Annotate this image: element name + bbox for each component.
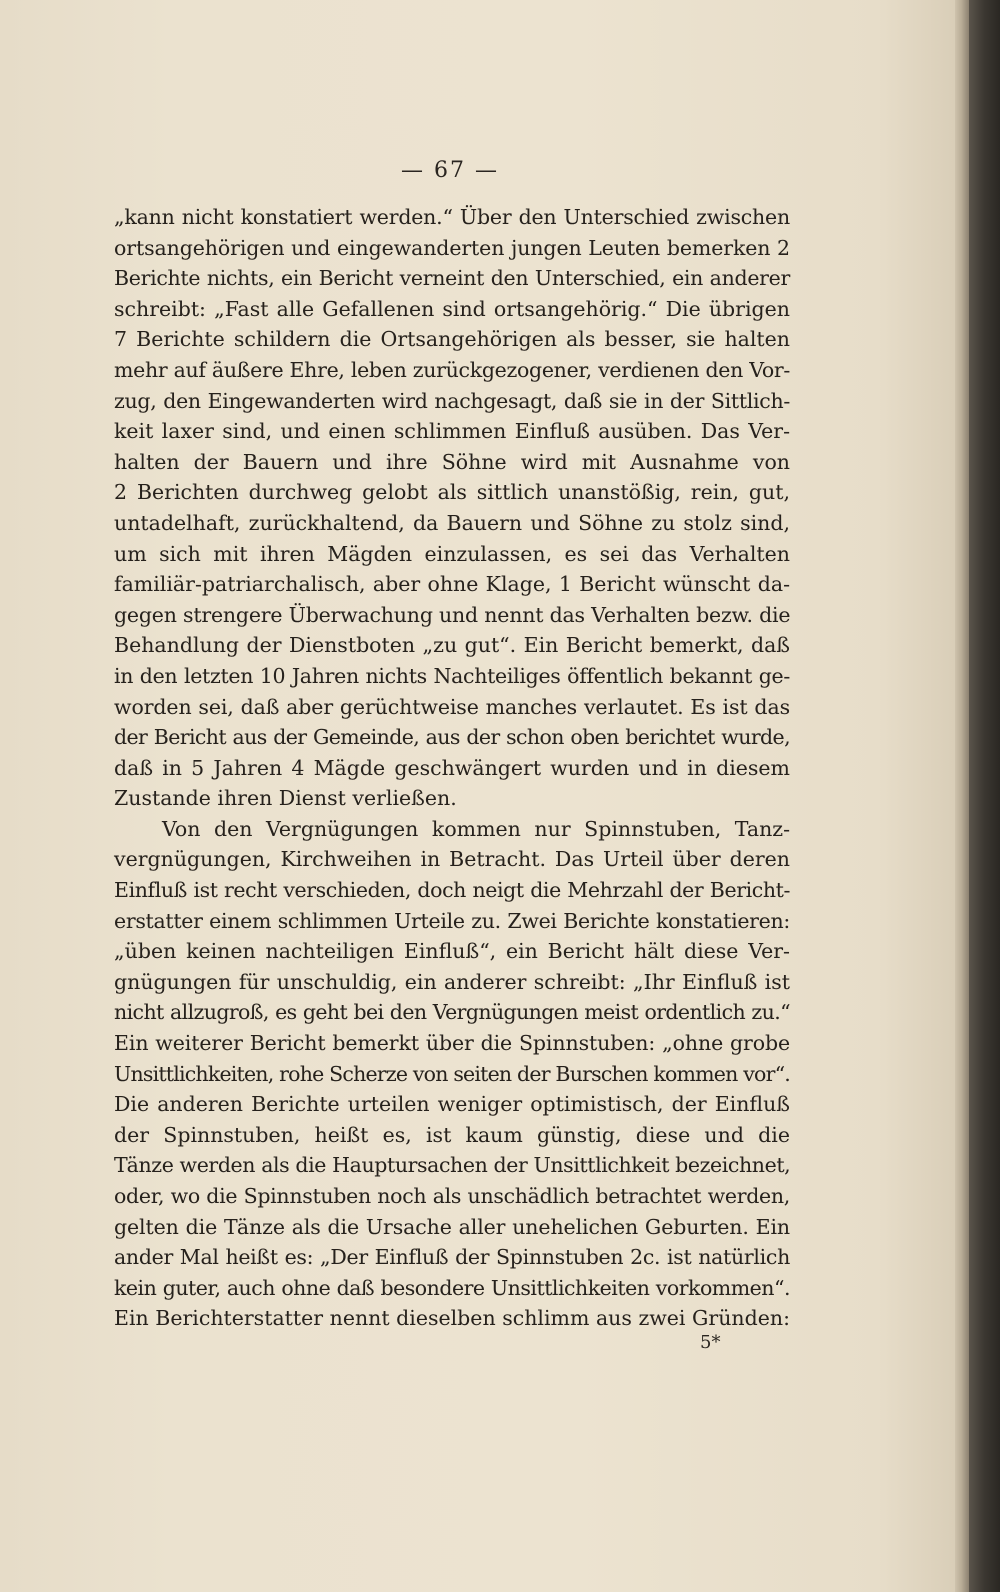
text-line: gegen strengere Überwachung und nennt das Verhalten bezw. die [114, 602, 791, 627]
text-line: in den letzten 10 Jahren nichts Nachteiliges öffentlich bekannt ge- [114, 663, 790, 688]
text-line: Zustande ihren Dienst verließen. [114, 786, 457, 811]
text-line: familiär-patriarchalisch, aber ohne Klage, 1 Bericht wünscht da- [114, 572, 790, 597]
text-line: Von den Vergnügungen kommen nur Spinnstuben, Tanz- [162, 816, 790, 841]
text-line: erstatter einem schlimmen Urteile zu. Zwei Berichte konstatieren: [114, 908, 790, 933]
text-line: vergnügungen, Kirchweihen in Betracht. Das Urteil über deren [114, 847, 790, 872]
text-line: Unsittlichkeiten, rohe Scherze von seiten der Burschen kommen vor“. [114, 1061, 790, 1086]
text-line: Berichte nichts, ein Bericht verneint den Unterschied, ein anderer [114, 266, 790, 291]
page-edge [955, 0, 969, 1592]
text-line: nicht allzugroß, es geht bei den Vergnügungen meist ordentlich zu.“ [114, 1000, 790, 1025]
text-line: keit laxer sind, und einen schlimmen Einfluß ausüben. Das Ver- [114, 419, 790, 444]
text-line: Behandlung der Dienstboten „zu gut“. Ein Bericht bemerkt, daß [114, 633, 790, 658]
text-line: „kann nicht konstatiert werden.“ Über den Unterschied zwischen [114, 205, 790, 229]
text-line: schreibt: „Fast alle Gefallenen sind ortsangehörig.“ Die übrigen [114, 296, 790, 321]
page-number-header: — 67 — [401, 158, 499, 183]
text-line: worden sei, daß aber gerüchtweise manches verlautet. Es ist das [114, 694, 790, 719]
text-line: Ein weiterer Bericht bemerkt über die Spinnstuben: „ohne grobe [114, 1031, 790, 1056]
body-text [114, 202, 790, 1334]
text-line: oder, wo die Spinnstuben noch als unschädlich betrachtet werden, [114, 1184, 790, 1208]
text-line: untadelhaft, zurückhaltend, da Bauern und Söhne zu stolz sind, [114, 510, 790, 535]
text-line: Die anderen Berichte urteilen weniger optimistisch, der Einfluß [114, 1092, 790, 1117]
text-line: daß in 5 Jahren 4 Mägde geschwängert wurden und in diesem [114, 755, 790, 780]
text-line: 7 Berichte schildern die Ortsangehörigen als besser, sie halten [114, 327, 790, 352]
printer-signature-mark: 5* [700, 1332, 721, 1353]
text-line: mehr auf äußere Ehre, leben zurückgezogener, verdienen den Vor- [114, 357, 791, 382]
text-line: der Spinnstuben, heißt es, ist kaum günstig, diese und die [114, 1122, 790, 1147]
text-line: um sich mit ihren Mägden einzulassen, es sei das Verhalten [114, 541, 790, 566]
text-line: zug, den Eingewanderten wird nachgesagt, daß sie in der Sittlich- [114, 388, 790, 413]
book-binding [969, 0, 1000, 1592]
text-line: kein guter, auch ohne daß besondere Unsittlichkeiten vorkommen“. [114, 1275, 790, 1300]
text-line: ortsangehörigen und eingewanderten jungen Leuten bemerken 2 [114, 235, 790, 260]
text-line: Einfluß ist recht verschieden, doch neigt die Mehrzahl der Bericht- [114, 878, 790, 903]
text-line: 2 Berichten durchweg gelobt als sittlich unanstößig, rein, gut, [114, 480, 790, 505]
text-line: der Bericht aus der Gemeinde, aus der schon oben berichtet wurde, [114, 725, 790, 750]
text-line: gnügungen für unschuldig, ein anderer schreibt: „Ihr Einfluß ist [114, 969, 790, 994]
text-line: Ein Berichterstatter nennt dieselben schlimm aus zwei Gründen: [114, 1306, 790, 1331]
text-line: ander Mal heißt es: „Der Einfluß der Spinnstuben 2c. ist natürlich [114, 1245, 790, 1270]
text-line: gelten die Tänze als die Ursache aller unehelichen Geburten. Ein [114, 1214, 790, 1239]
text-line: Tänze werden als die Hauptursachen der Unsittlichkeit bezeichnet, [114, 1153, 791, 1178]
text-line: „üben keinen nachteiligen Einfluß“, ein Bericht hält diese Ver- [114, 939, 790, 964]
text-line: halten der Bauern und ihre Söhne wird mit Ausnahme von [114, 449, 790, 474]
